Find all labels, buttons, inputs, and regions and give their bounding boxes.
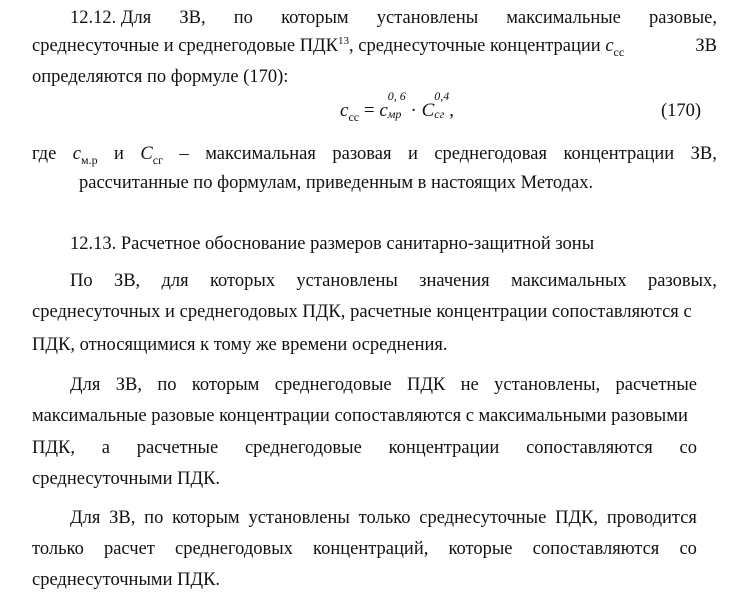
formula-lhs: $c_{сс}$ xyxy=(340,100,360,124)
p3-line-2-word: которые xyxy=(448,539,513,559)
p2-line-1-word: Для xyxy=(70,375,101,395)
p3-line-1-word: только xyxy=(358,508,411,528)
p1-line-1-word: которых xyxy=(210,271,276,291)
p1-line-1 xyxy=(70,270,717,292)
p2-line-1-word: расчетные xyxy=(615,375,697,395)
p2-line-3-word: расчетные xyxy=(136,438,219,458)
p2-line-4: среднесуточными ПДК. xyxy=(32,469,221,489)
p2-line-1-word: ПДК xyxy=(406,375,446,395)
s1212-line-1-word: по xyxy=(233,8,253,28)
p2-line-1-word: которым xyxy=(191,375,260,395)
formula-dot: · xyxy=(405,100,422,121)
p3-line-2-word: только xyxy=(32,539,84,559)
p2-line-2: максимальные разовые концентрации сопоставляются с максимальными разовыми xyxy=(32,406,688,426)
s1212-line-1-word: ЗВ, xyxy=(179,8,206,28)
p2-line-3-word: концентрации xyxy=(388,438,500,458)
p1-line-1-word: По xyxy=(70,271,93,291)
p2-line-3-word: сопоставляются xyxy=(526,438,653,458)
where-and: и xyxy=(114,144,124,164)
p3-line-1-word: ПДК, xyxy=(555,508,599,528)
where-words-7: ЗВ, xyxy=(690,144,717,164)
p3-line-2-word: среднегодовых xyxy=(175,539,293,559)
p3-line-1-word: по xyxy=(144,508,164,528)
p1-line-1-word: разовых, xyxy=(647,271,717,291)
p2-line-3 xyxy=(32,437,697,459)
p2-line-1-word: ЗВ, xyxy=(115,375,142,395)
p3-line-1-word: ЗВ, xyxy=(109,508,136,528)
p3-line-1 xyxy=(70,507,697,529)
s1212-line-1-word: разовые, xyxy=(649,8,717,28)
formula-term-1: c 0, 6 мр xyxy=(379,89,406,121)
p3-line-1-word: установлены xyxy=(248,508,350,528)
p3-line-2 xyxy=(32,538,697,560)
p2-line-3-word: ПДК, xyxy=(32,438,75,458)
s1212-line-1-word: установлены xyxy=(376,8,479,28)
p1-line-1-word: ЗВ, xyxy=(113,271,141,291)
s1212-line-1 xyxy=(70,7,717,29)
p2-line-1-word: не xyxy=(460,375,479,395)
s1212-line-1-word: максимальные xyxy=(506,8,621,28)
s1212-line-3: определяются по формуле (170): xyxy=(32,67,289,87)
var-cmr: $c_{м.р}$ xyxy=(72,144,98,167)
where-words-1: – xyxy=(179,144,189,164)
p3-line-1-word: проводится xyxy=(606,508,697,528)
formula-comma: , xyxy=(449,100,455,121)
p2-line-3-word: а xyxy=(101,438,110,458)
p3-line-3: среднесуточными ПДК. xyxy=(32,570,221,590)
p1-line-1-word: установлены xyxy=(296,271,398,291)
formula-term-2: C 0,4 сг xyxy=(421,89,450,121)
formula-170 xyxy=(340,89,455,124)
p2-line-1-word: установлены, xyxy=(494,375,601,395)
s1212-line-1-word: 12.12. Для xyxy=(70,8,152,28)
p3-line-2-word: со xyxy=(679,539,697,559)
where-words-4: и xyxy=(407,144,418,164)
s1212-line-2 xyxy=(32,35,717,59)
p2-line-1 xyxy=(70,374,697,396)
pdk-text: среднесуточные и среднегодовые ПДК xyxy=(32,36,339,56)
mid-text: , среднесуточные концентрации xyxy=(349,36,606,56)
p2-line-1-word: среднегодовые xyxy=(274,375,392,395)
where-words-2: максимальная xyxy=(205,144,316,164)
s1213-heading: 12.13. Расчетное обоснование размеров санитарно-защитной зоны xyxy=(70,234,595,254)
p3-line-2-word: концентраций, xyxy=(313,539,429,559)
where-label: где xyxy=(32,144,57,164)
var-css: $c_{сс}$ xyxy=(605,36,625,59)
p1-line-3: ПДК, относящимися к тому же времени осреднения. xyxy=(32,335,448,355)
s1212-line-1-word: которым xyxy=(281,8,349,28)
p1-line-1-word: значения xyxy=(419,271,490,291)
s1212-line-2-text xyxy=(32,35,624,59)
p3-line-1-word: которым xyxy=(172,508,240,528)
p2-line-1-word: по xyxy=(157,375,177,395)
p2-line-3-word: со xyxy=(679,438,697,458)
where-words-6: концентрации xyxy=(563,144,675,164)
var-csg: $C_{сг}$ xyxy=(140,144,164,167)
where-words-5: среднегодовая xyxy=(434,144,547,164)
where-line-2: рассчитанные по формулам, приведенным в настоящих Методах. xyxy=(79,173,594,193)
formula-equals: = xyxy=(359,100,380,121)
footnote-ref: 13 xyxy=(338,35,350,47)
where-line-1 xyxy=(32,143,717,166)
p3-line-1-word: среднесуточные xyxy=(419,508,547,528)
p1-line-1-word: максимальных xyxy=(510,271,627,291)
p3-line-1-word: Для xyxy=(70,508,101,528)
where-words-3: разовая xyxy=(332,144,392,164)
p3-line-2-word: сопоставляются xyxy=(532,539,660,559)
s1212-line-2-end: ЗВ xyxy=(695,36,717,56)
p1-line-1-word: для xyxy=(161,271,189,291)
equation-number: (170) xyxy=(661,101,702,121)
p1-line-2: среднесуточных и среднегодовых ПДК, расчетные концентрации сопоставляются с xyxy=(32,302,692,322)
p2-line-3-word: среднегодовые xyxy=(244,438,362,458)
p3-line-2-word: расчет xyxy=(103,539,155,559)
